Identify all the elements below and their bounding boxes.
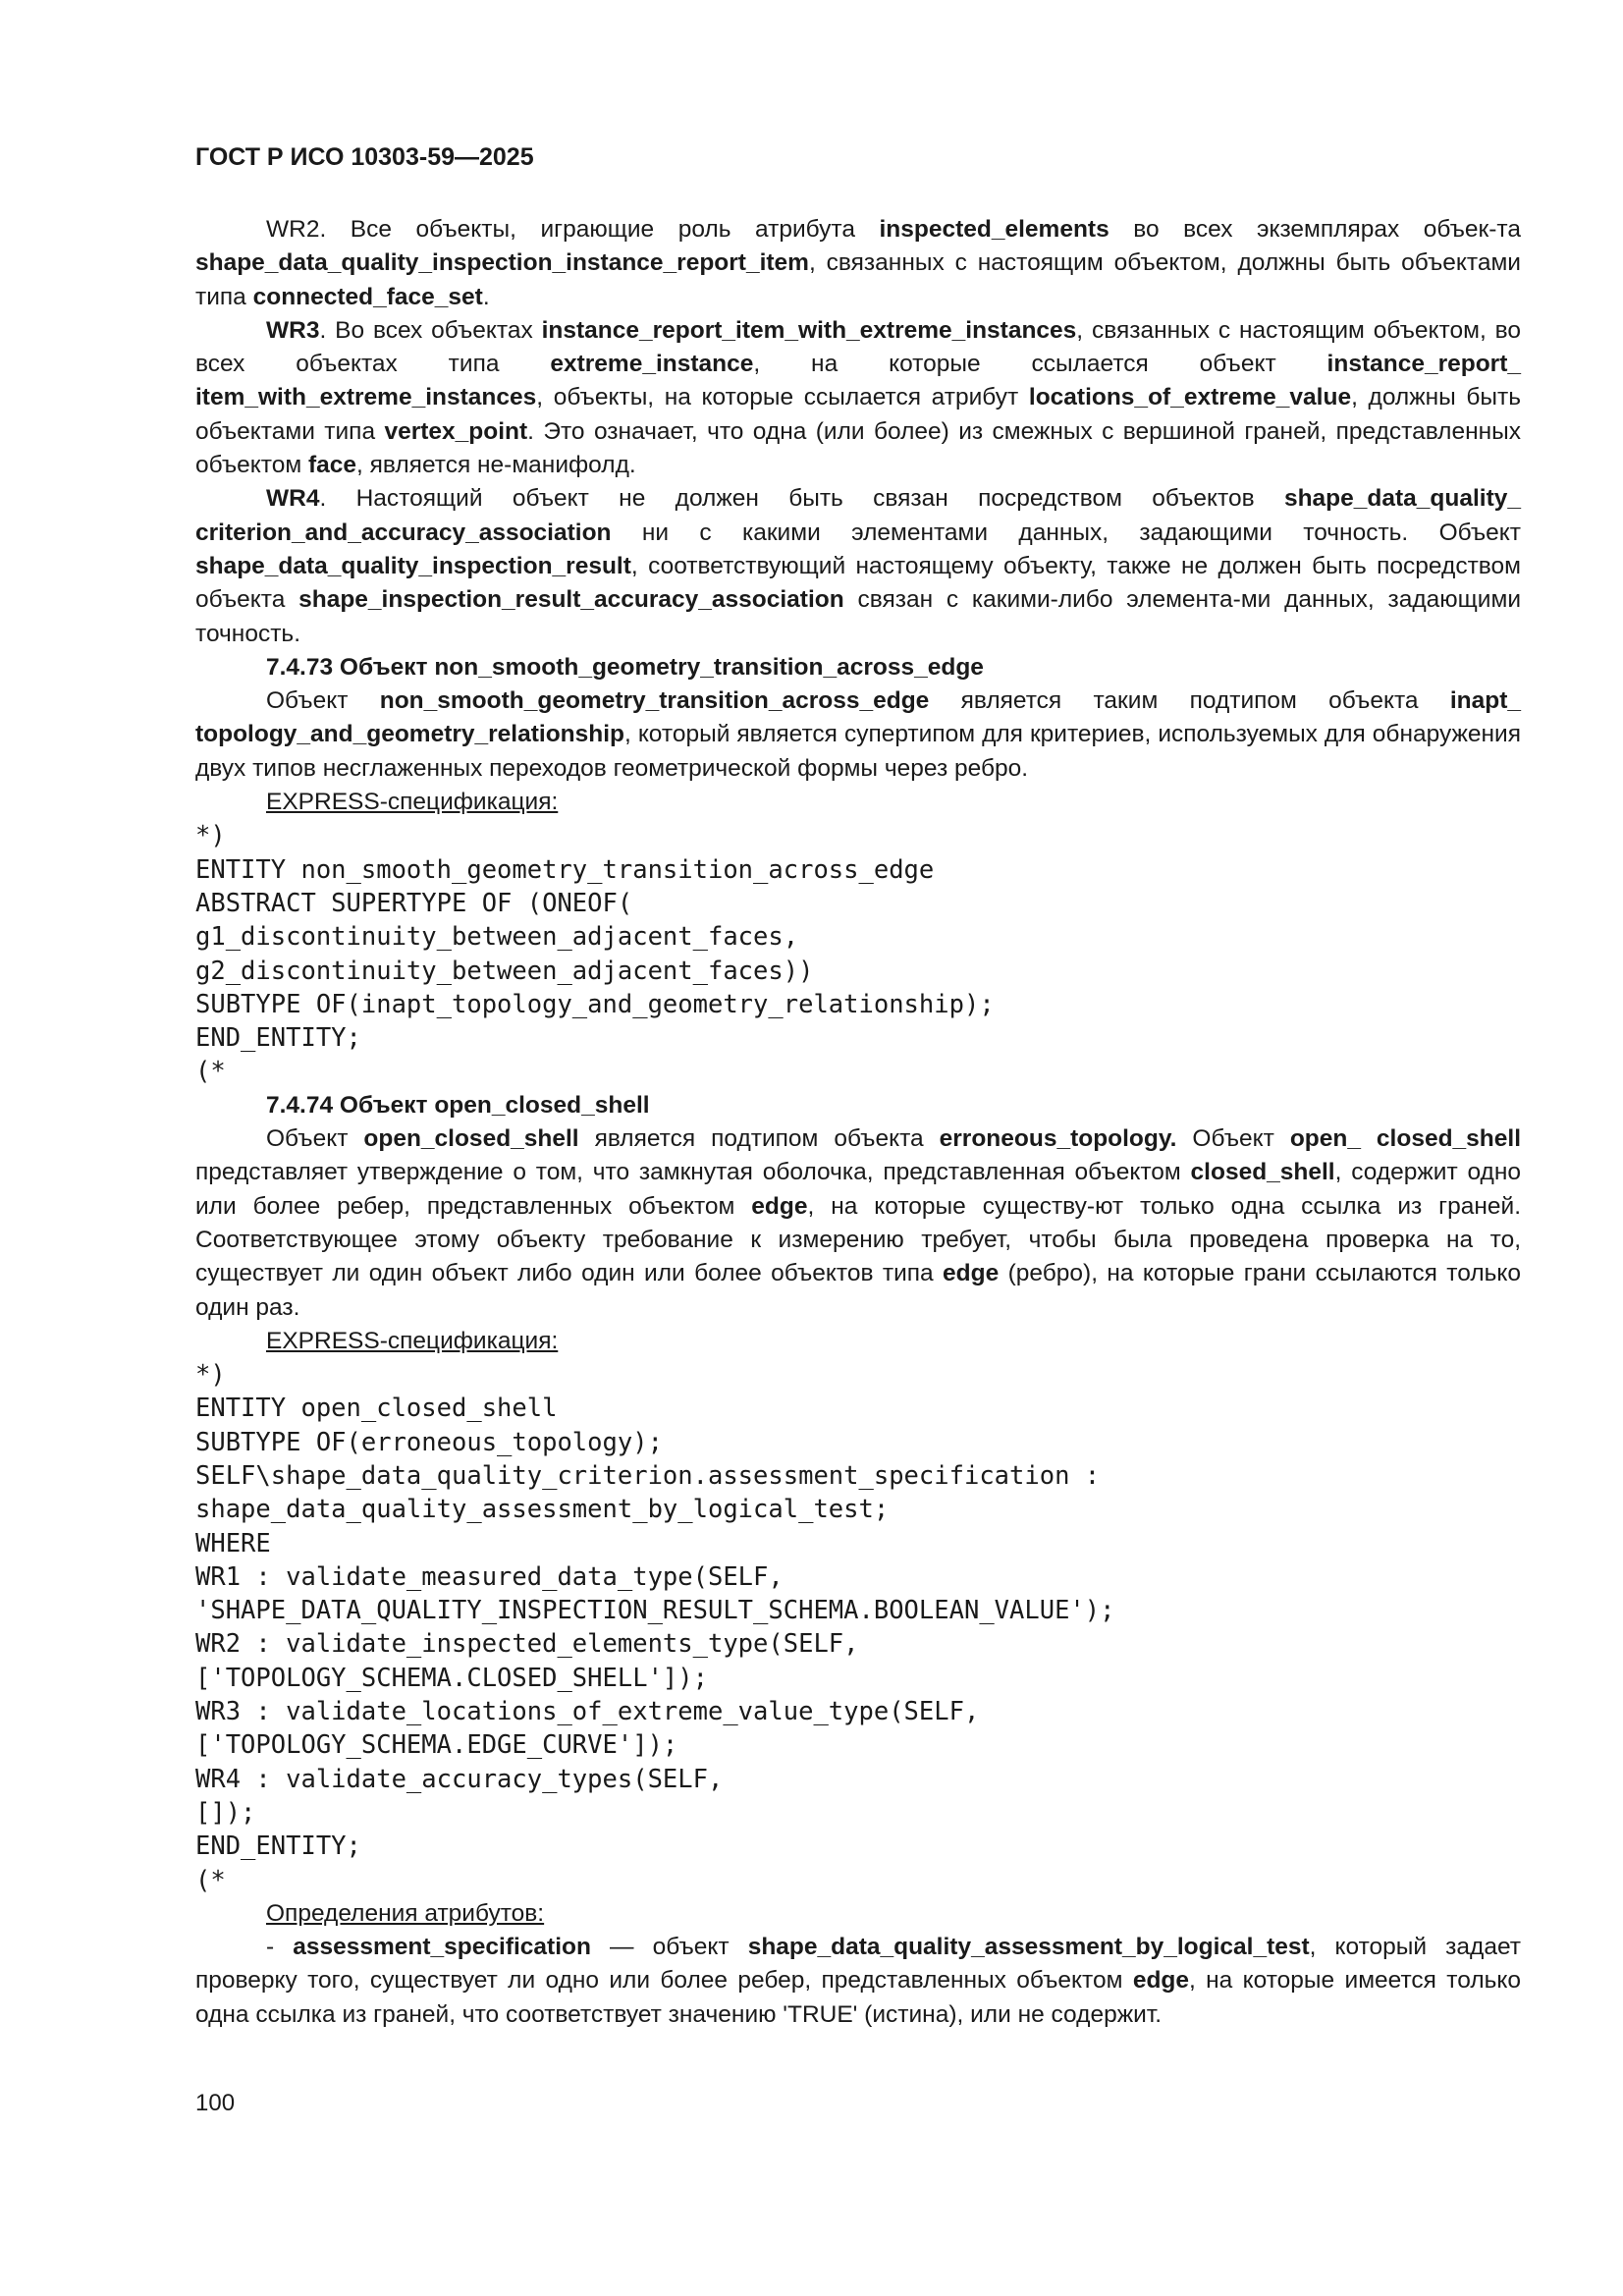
paragraph-wr3: WR3. Во всех объектах instance_report_item_with_extreme_instances, связанных с настоящим объектом, во всех объектах типа extreme_instance, на которые ссылается объект instance_report_ item_with_extreme_instances, объекты, на которые ссылается атрибут locations_of_extreme_value, должны быть объектами типа vertex_point. Это означает, что одна (или более) из смежных с вершиной граней, представленных объектом face, является не-манифолд. xyxy=(195,316,1522,479)
page-number: 100 xyxy=(195,2090,236,2116)
document-page xyxy=(195,143,1521,2032)
paragraph-open-closed-shell-description: Объект open_closed_shell является подтипом объекта erroneous_topology. Объект open_ closed_shell представляет утверждение о том, что замкнутая оболочка, представленная объектом closed_shell, содержит одно или более ребер, представленных объектом edge, на которые существу-ют только одна ссылка из граней. Соответствующее этому объекту требование к измерению требует, чтобы была проведена проверка на то, существует ли один объект либо один или более объектов типа edge (ребро), на которые грани ссылаются только один раз. xyxy=(195,1125,1521,1321)
paragraph-assessment-specification: - assessment_specification — объект shape_data_quality_assessment_by_logical_test, который задает проверку того, существует ли одно или более ребер, представленных объектом edge, на которые имеется только одна ссылка из граней, что соответствует значению 'TRUE' (истина), или не содержит. xyxy=(195,1934,1522,2028)
express-code-block-1: *) ENTITY non_smooth_geometry_transition_across_edge ABSTRACT SUPERTYPE OF (ONEOF( g1_discontinuity_between_adjacent_faces, g2_discontinuity_between_adjacent_faces)) SUBTYPE OF(inapt_topology_and_geometry_relationship); END_ENTITY; (* xyxy=(195,821,995,1087)
express-spec-label-1: EXPRESS-спецификация: xyxy=(266,789,559,816)
section-heading-7-4-73: 7.4.73 Объект non_smooth_geometry_transition_across_edge xyxy=(266,653,984,681)
paragraph-wr4: WR4. Настоящий объект не должен быть связан посредством объектов shape_data_quality_ criterion_and_accuracy_association ни с какими элементами данных, задающими точность. Объект shape_data_quality_inspection_result, соответствующий настоящему объекту, также не должен быть посредством объекта shape_inspection_result_accuracy_association связан с какими-либо элемента-ми данных, задающими точность. xyxy=(195,485,1522,647)
paragraph-non-smooth-description: Объект non_smooth_geometry_transition_across_edge является таким подтипом объекта inapt_ topology_and_geometry_relationship, который является супертипом для критериев, используемых для обнаружения двух типов несглаженных переходов геометрической формы через ребро. xyxy=(195,687,1521,782)
express-spec-label-2: EXPRESS-спецификация: xyxy=(266,1327,559,1354)
standard-header: ГОСТ Р ИСО 10303-59—2025 xyxy=(195,143,534,171)
express-code-block-2: *) ENTITY open_closed_shell SUBTYPE OF(erroneous_topology); SELF\shape_data_quality_criterion.assessment_specification : shape_data_quality_assessment_by_logical_test; WHERE WR1 : validate_measured_data_type(SELF, 'SHAPE_DATA_QUALITY_INSPECTION_RESULT_SCHEMA.BOOLEAN_VALUE'); WR2 : validate_inspected_elements_type(SELF, ['TOPOLOGY_SCHEMA.CLOSED_SHELL']); WR3 : validate_locations_of_extreme_value_type(SELF, ['TOPOLOGY_SCHEMA.EDGE_CURVE']); WR4 : validate_accuracy_types(SELF, []); END_ENTITY; (* xyxy=(195,1360,1115,1895)
paragraph-wr2: WR2. Все объекты, играющие роль атрибута inspected_elements во всех экземплярах объек-та shape_data_quality_inspection_instance_report_item, связанных с настоящим объектом, должны быть объектами типа connected_face_set. xyxy=(195,216,1521,310)
section-heading-7-4-74: 7.4.74 Объект open_closed_shell xyxy=(266,1091,650,1119)
attribute-definitions-label: Определения атрибутов: xyxy=(266,1899,545,1927)
